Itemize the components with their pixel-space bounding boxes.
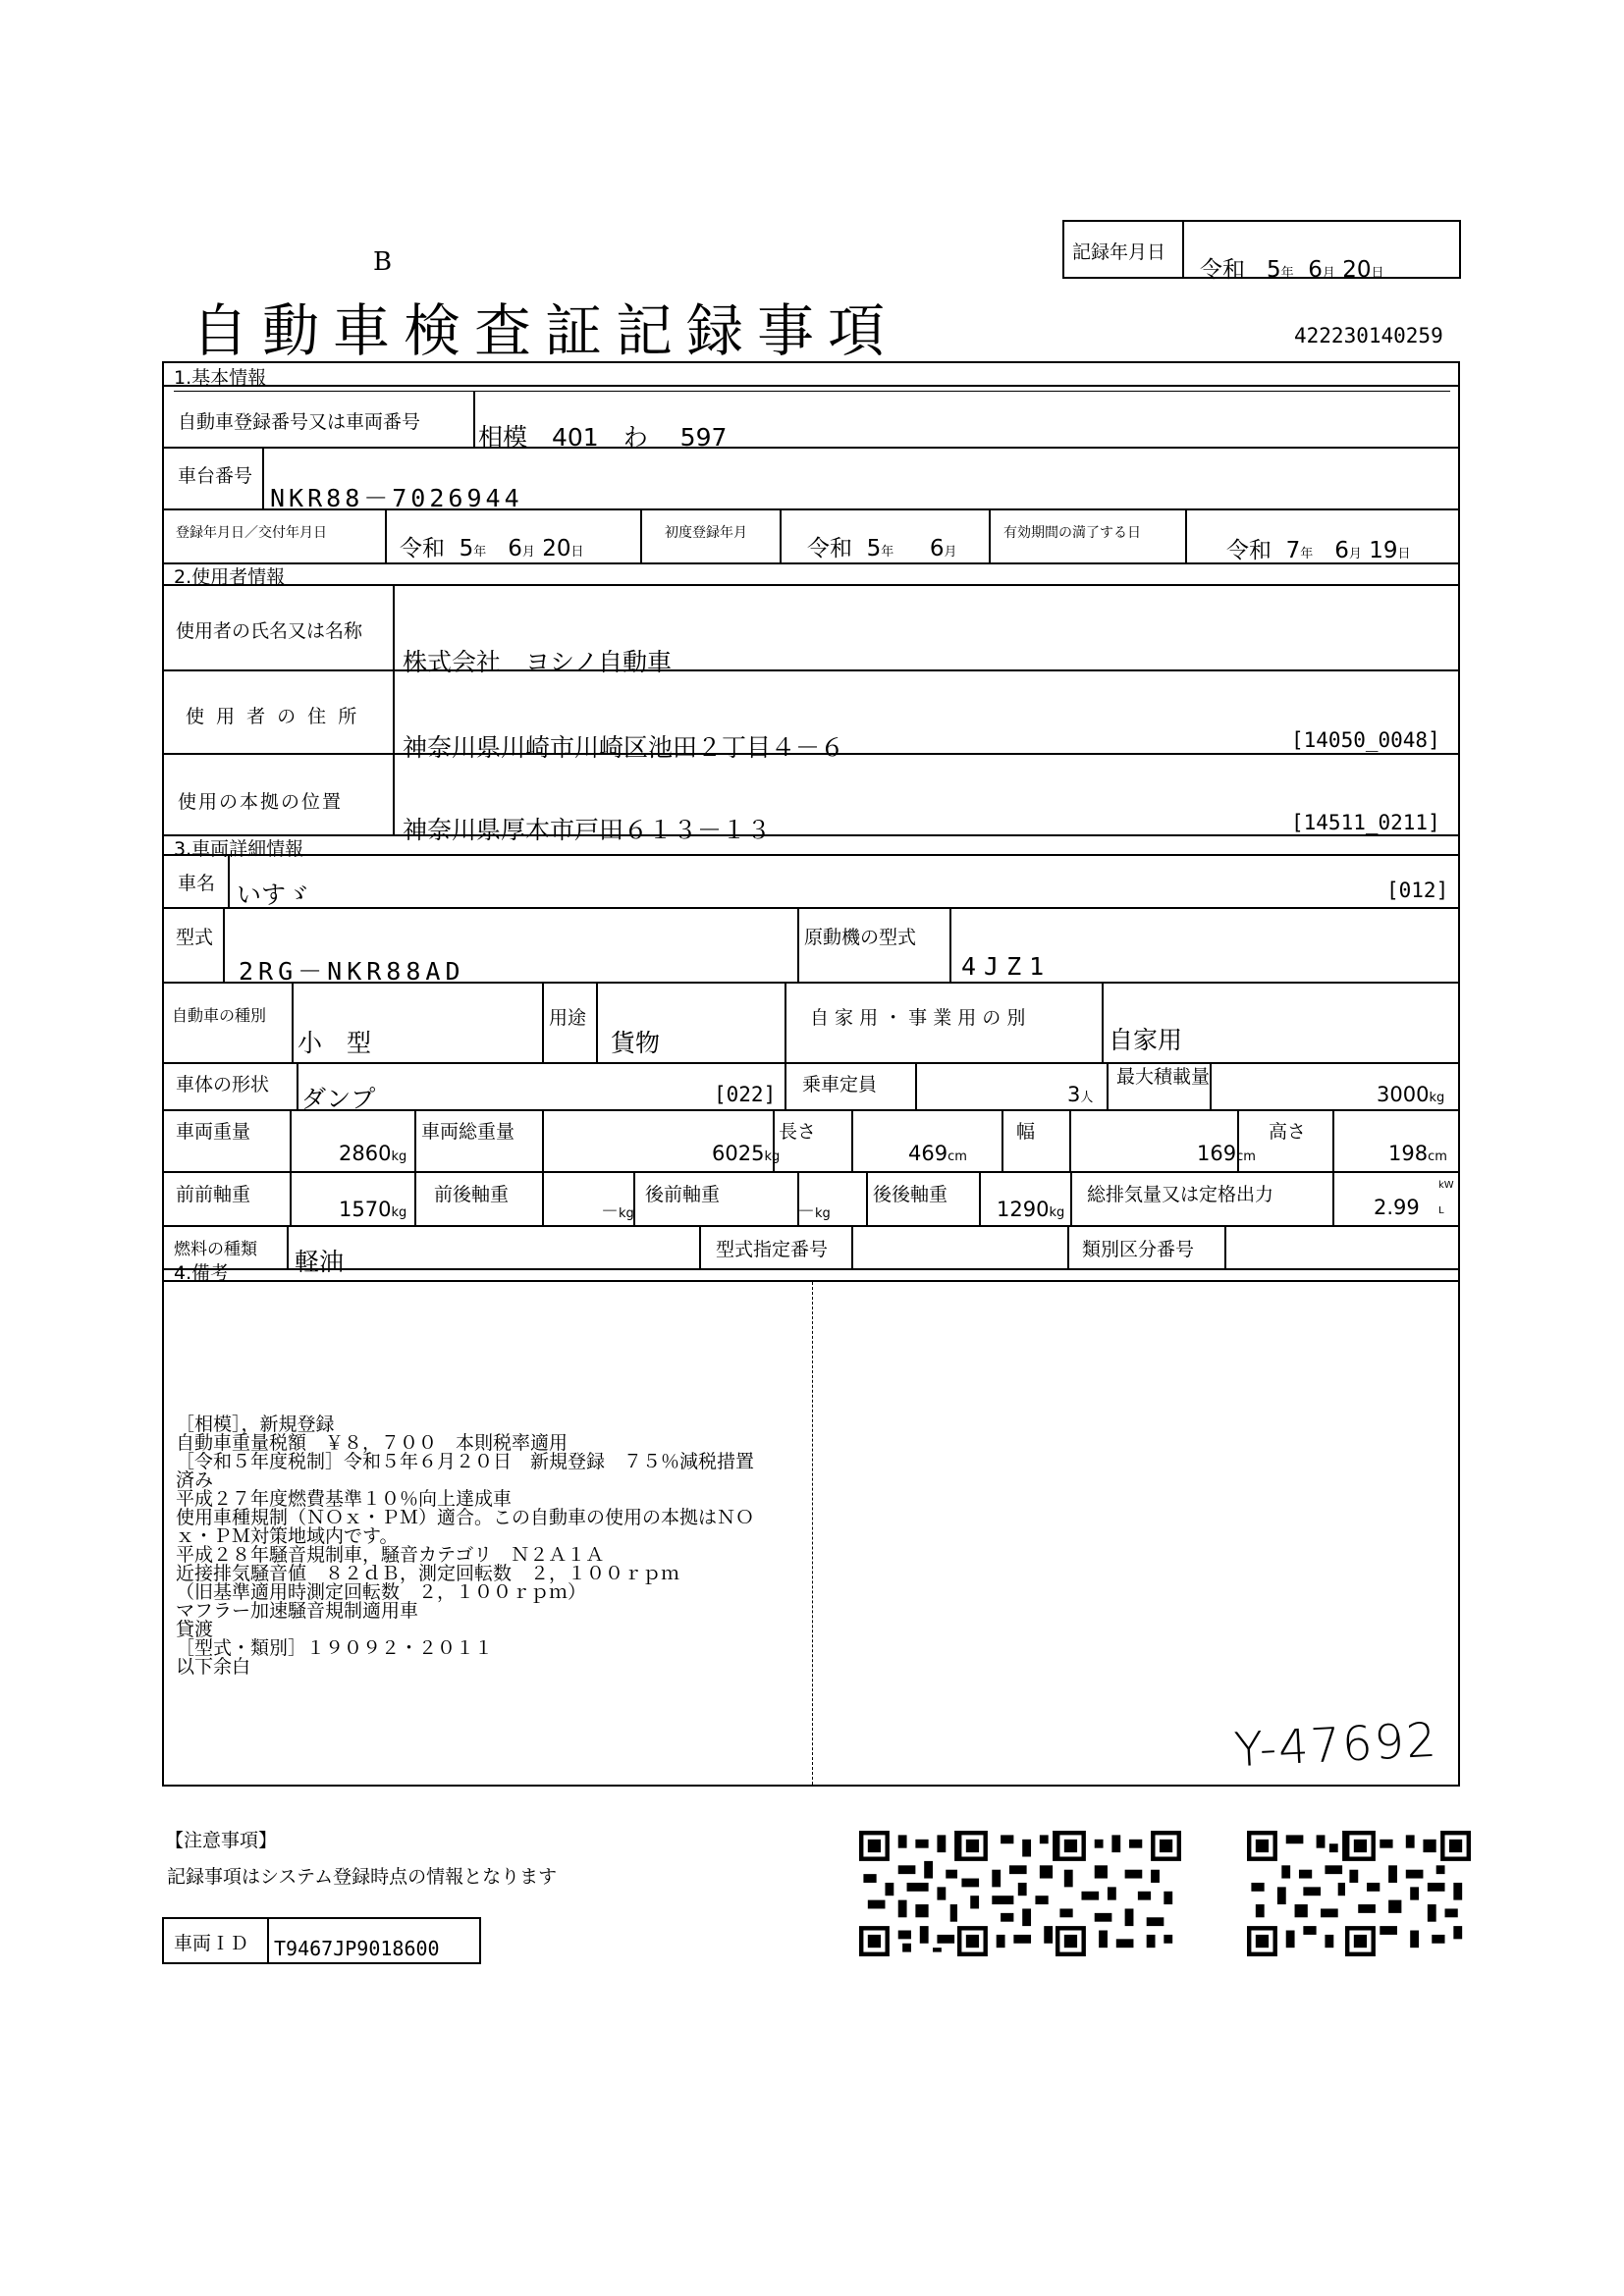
first-reg-date: 令和 5年 6月 (807, 536, 957, 561)
notice-title: 【注意事項】 (165, 1830, 278, 1851)
user-name-value: 株式会社 ヨシノ自動車 (403, 648, 673, 676)
engine-model-value: 4JZ1 (961, 952, 1053, 981)
capacity-label: 乗車定員 (802, 1074, 878, 1095)
expiry-date: 令和 7年 6月 19日 (1226, 538, 1411, 563)
max-load-label: 最大積載量 (1116, 1066, 1211, 1088)
width-label: 幅 (1016, 1121, 1036, 1143)
document-number: 422230140259 (1294, 324, 1443, 347)
qr-code-5 (1345, 1831, 1471, 1956)
maker-label: 車名 (178, 873, 216, 894)
section-remarks: 4.備考 (174, 1262, 230, 1284)
class-number-label: 類別区分番号 (1082, 1239, 1195, 1260)
displacement-value: 2.99 (1374, 1196, 1420, 1219)
type-designation-label: 型式指定番号 (716, 1239, 829, 1260)
front-rear-axle-value: －kg (601, 1201, 634, 1222)
front-rear-axle-label: 前後軸重 (434, 1184, 510, 1205)
b-mark: B (373, 247, 393, 277)
vehicle-id-value: T9467JP9018600 (274, 1937, 440, 1960)
width-value: 169cm (1197, 1142, 1256, 1165)
capacity-value: 3人 (1067, 1083, 1094, 1106)
rear-rear-axle-value: 1290kg (997, 1198, 1065, 1221)
record-date-label: 記録年月日 (1072, 241, 1166, 263)
maker-code: [012] (1386, 879, 1449, 902)
reg-number-label: 自動車登録番号又は車両番号 (178, 411, 421, 433)
max-load-value: 3000kg (1377, 1083, 1445, 1106)
fuel-label: 燃料の種類 (174, 1240, 257, 1259)
remarks-text: ［相模］，新規登録 自動車重量税額 ￥８，７００ 本則税率適用 ［令和５年度税制］令和５年６月２０日 新規登録 ７５％減税措置 済み 平成２７年度燃費基準１０％向上達成車 使用車種規制（ＮＯｘ・ＰＭ）適合。この自動車の使用の本拠はＮＯ ｘ・ＰＭ対策地域内です。 平成２８年騒音規制車，騒音カテゴリ Ｎ２Ａ１Ａ 近接排気騒音値 ８２ｄＢ，測定回転数 ２，１００ｒｐｍ （旧基準適用時測定回転数 ２，１００ｒｐｍ） マフラー加速騒音規制適用車 貸渡 ［型式・類別］１９０９２・２０１１ 以下余白 (176, 1414, 755, 1678)
rear-front-axle-label: 後前軸重 (645, 1184, 721, 1205)
notice-text: 記録事項はシステム登録時点の情報となります (167, 1866, 558, 1888)
qr-code-3 (1056, 1831, 1181, 1956)
record-date: 令和 5年 6月 20日 (1200, 257, 1384, 283)
vehicle-id-box (162, 1917, 481, 1964)
user-address-code: [14050_0048] (1291, 728, 1440, 752)
vehicle-weight-label: 車両重量 (176, 1121, 251, 1143)
gross-weight-label: 車両総重量 (421, 1121, 515, 1143)
vehicle-weight-value: 2860kg (339, 1142, 407, 1165)
usage-label: 用途 (549, 1007, 587, 1029)
length-value: 469cm (908, 1142, 967, 1165)
fuel-value: 軽油 (295, 1248, 345, 1276)
chassis-label: 車台番号 (178, 465, 253, 487)
front-front-axle-label: 前前軸重 (176, 1184, 251, 1205)
model-value: 2RG－NKR88AD (239, 957, 465, 986)
private-business-value: 自家用 (1109, 1026, 1183, 1054)
height-label: 高さ (1269, 1121, 1307, 1143)
certificate-form (162, 361, 1460, 1787)
height-value: 198cm (1388, 1142, 1447, 1165)
engine-model-label: 原動機の型式 (804, 927, 917, 948)
rear-front-axle-value: －kg (797, 1201, 831, 1222)
handwritten-number: Y-47692 (1232, 1712, 1439, 1779)
body-shape-code: [022] (714, 1083, 777, 1106)
chassis-value: NKR88－7026944 (270, 484, 523, 512)
first-reg-label: 初度登録年月 (665, 525, 747, 541)
base-location-value: 神奈川県厚木市戸田６１３－１３ (403, 816, 772, 844)
section-user: 2.使用者情報 (174, 566, 286, 588)
section-basic: 1.基本情報 (174, 367, 267, 389)
model-label: 型式 (176, 927, 214, 948)
rear-rear-axle-label: 後後軸重 (873, 1184, 948, 1205)
section-vehicle: 3.車両詳細情報 (174, 838, 304, 860)
front-front-axle-value: 1570kg (339, 1198, 407, 1221)
displacement-unit: kW L (1438, 1180, 1454, 1216)
length-label: 長さ (779, 1121, 817, 1143)
gross-weight-value: 6025kg (712, 1142, 781, 1165)
body-shape-label: 車体の形状 (176, 1074, 270, 1095)
document-title: 自動車検査証記録事項 (191, 297, 899, 364)
maker-value: いすゞ (237, 881, 311, 909)
user-address-value: 神奈川県川崎市川崎区池田２丁目４－６ (403, 733, 845, 762)
vehicle-id-label: 車両ＩＤ (174, 1933, 249, 1954)
expiry-label: 有効期間の満了する日 (1003, 525, 1141, 541)
usage-value: 貨物 (611, 1029, 661, 1057)
reg-date: 令和 5年 6月 20日 (400, 536, 584, 561)
user-name-label: 使用者の氏名又は名称 (176, 620, 363, 642)
vehicle-kind-label: 自動車の種別 (172, 1006, 267, 1025)
base-location-label: 使用の本拠の位置 (178, 791, 344, 813)
reg-number-value: 相模 401 わ 597 (478, 423, 728, 452)
reg-date-label: 登録年月日／交付年月日 (176, 525, 327, 541)
body-shape-value: ダンプ (301, 1085, 376, 1113)
base-location-code: [14511_0211] (1291, 811, 1440, 834)
record-date-box (1062, 220, 1461, 283)
vehicle-kind-value: 小 型 (298, 1029, 372, 1057)
private-business-label: 自 家 用 ・ 事 業 用 の 別 (810, 1007, 1026, 1029)
displacement-label: 総排気量又は定格出力 (1087, 1184, 1274, 1205)
user-address-label: 使 用 者 の 住 所 (186, 706, 360, 727)
